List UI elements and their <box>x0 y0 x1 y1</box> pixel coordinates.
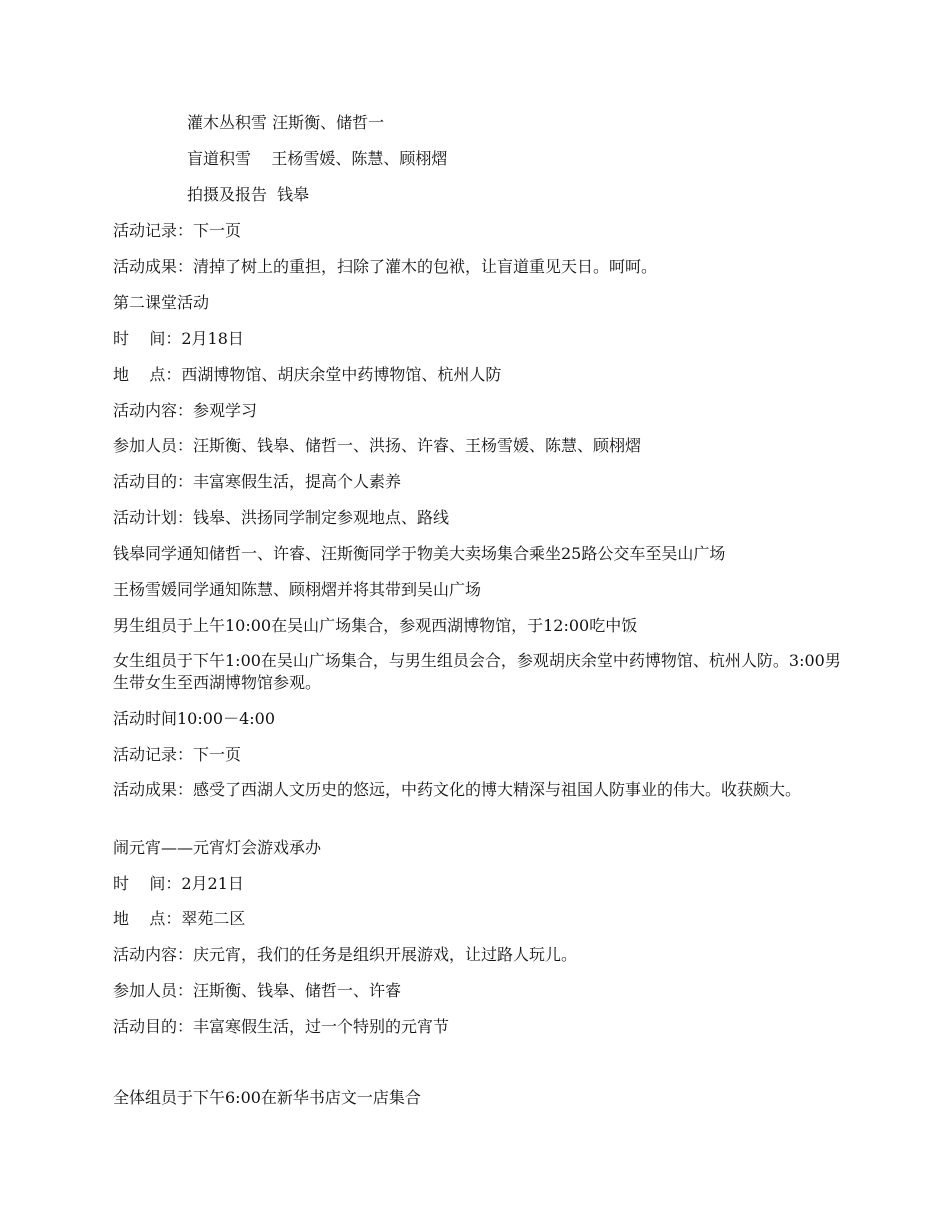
activity-plan-2: 活动计划：钱皋、洪扬同学制定参观地点、路线 <box>113 508 450 527</box>
activity-location-3: 地 点：翠苑二区 <box>113 909 246 928</box>
section-title-lantern-festival: 闹元宵——元宵灯会游戏承办 <box>113 838 322 857</box>
section-title-second-classroom: 第二课堂活动 <box>113 293 210 312</box>
activity-purpose-3: 活动目的：丰富寒假生活，过一个特别的元宵节 <box>113 1017 450 1036</box>
plan-detail-boys-notice: 钱皋同学通知储哲一、许睿、汪斯衡同学于物美大卖场集合乘坐25路公交车至吴山广场 <box>113 544 726 563</box>
gathering-notice-3: 全体组员于下午6:00在新华书店文一店集合 <box>113 1088 421 1107</box>
team-assignment-photo-report: 拍摄及报告 钱皋 <box>187 185 310 204</box>
activity-time-3: 时 间：2月21日 <box>113 874 244 893</box>
activity-content-2: 活动内容：参观学习 <box>113 401 258 420</box>
activity-record-2: 活动记录：下一页 <box>113 745 242 764</box>
activity-record-1: 活动记录：下一页 <box>113 221 242 240</box>
plan-detail-girls-notice: 王杨雪媛同学通知陈慧、顾栩熠并将其带到吴山广场 <box>113 580 482 599</box>
activity-content-3: 活动内容：庆元宵，我们的任务是组织开展游戏，让过路人玩儿。 <box>113 945 578 964</box>
plan-detail-girls-schedule: 女生组员于下午1:00在吴山广场集合，与男生组员会合，参观胡庆余堂中药博物馆、杭州人防。3:00男生带女生至西湖博物馆参观。 <box>113 651 841 692</box>
team-assignment-blind-path-snow: 盲道积雪 王杨雪媛、陈慧、顾栩熠 <box>187 149 448 168</box>
activity-result-2: 活动成果：感受了西湖人文历史的悠远，中药文化的博大精深与祖国人防事业的伟大。收获颇大。 <box>113 780 802 799</box>
participants-3: 参加人员：汪斯衡、钱皋、储哲一、许睿 <box>113 981 402 1000</box>
participants-2: 参加人员：汪斯衡、钱皋、储哲一、洪扬、许睿、王杨雪媛、陈慧、顾栩熠 <box>113 436 642 455</box>
activity-location-2: 地 点：西湖博物馆、胡庆余堂中药博物馆、杭州人防 <box>113 365 502 384</box>
activity-purpose-2: 活动目的：丰富寒假生活，提高个人素养 <box>113 472 402 491</box>
activity-result-1: 活动成果：清掉了树上的重担，扫除了灌木的包袱，让盲道重见天日。呵呵。 <box>113 257 658 276</box>
plan-detail-boys-schedule: 男生组员于上午10:00在吴山广场集合，参观西湖博物馆，于12:00吃中饭 <box>113 616 638 635</box>
activity-duration-2: 活动时间10:00－4:00 <box>113 709 276 728</box>
team-assignment-shrub-snow: 灌木丛积雪 汪斯衡、储哲一 <box>187 113 385 132</box>
activity-time-2: 时 间：2月18日 <box>113 329 244 348</box>
